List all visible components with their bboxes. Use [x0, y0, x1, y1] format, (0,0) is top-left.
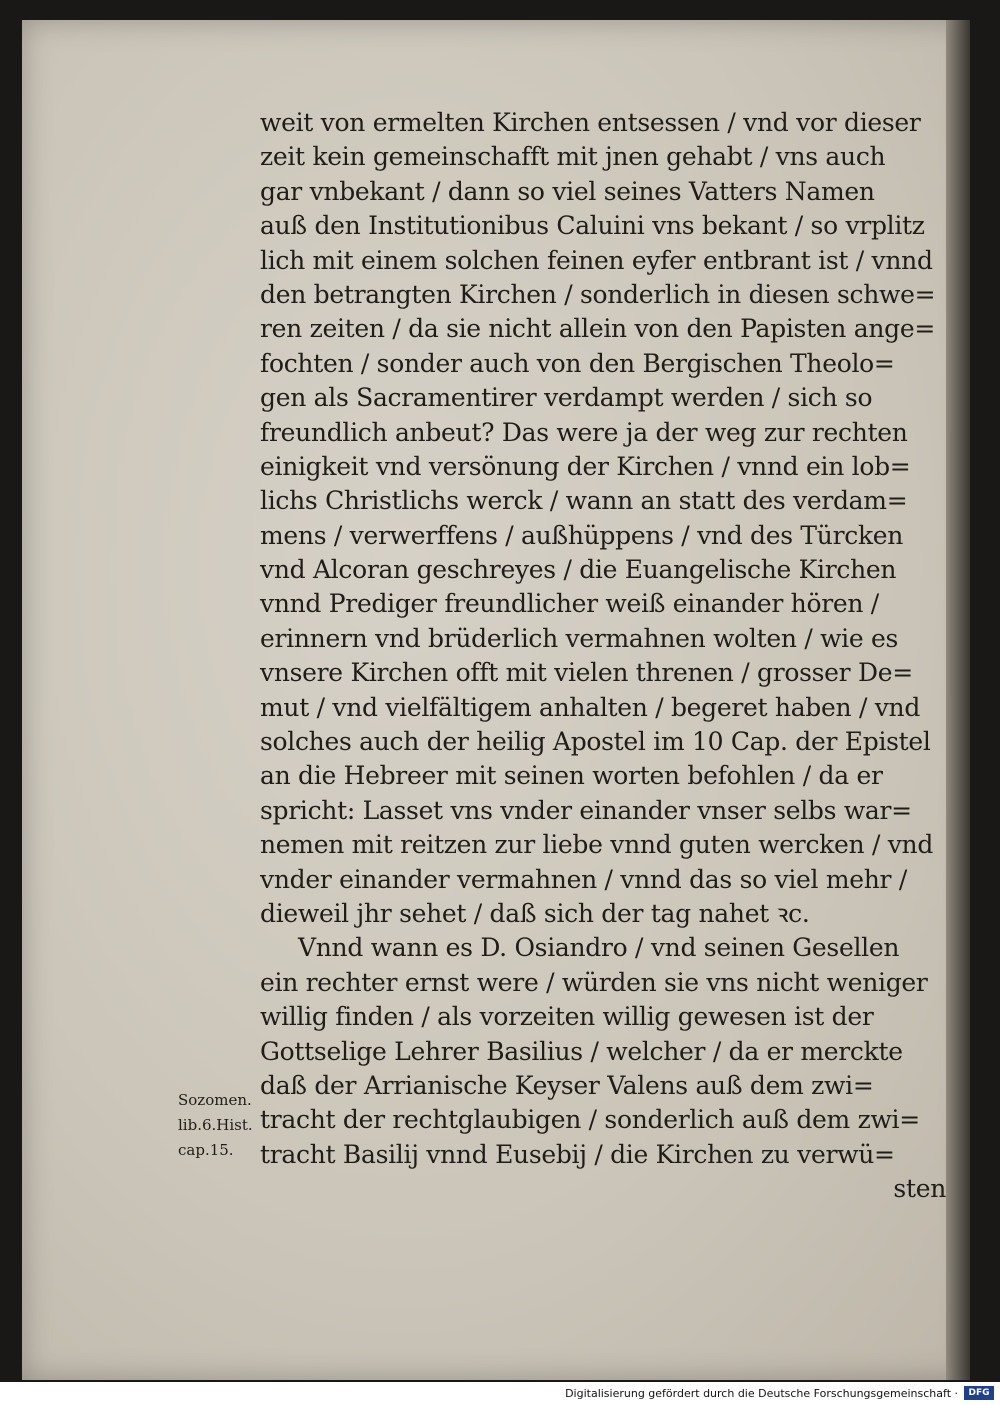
text-line: fochten / sonder auch von den Bergischen Theolo= [260, 348, 895, 378]
text-line: tracht der rechtglaubigen / sonderlich auß dem zwi= [260, 1105, 920, 1135]
text-line: gar vnbekant / dann so viel seines Vatters Namen [260, 176, 875, 206]
dfg-logo[interactable]: DFG [964, 1386, 994, 1400]
text-line: tracht Basilij vnnd Eusebij / die Kirchen zu verwü= [260, 1139, 895, 1169]
text-line: lichs Christlichs werck / wann an statt des verdam= [260, 486, 908, 516]
text-line: den betrangten Kirchen / sonderlich in diesen schwe= [260, 279, 936, 309]
text-line: an die Hebreer mit seinen worten befohlen / da er [260, 761, 883, 791]
text-line: vnnd Prediger freundlicher weiß einander hören / [260, 589, 879, 619]
margin-note-line: lib.6.Hist. [178, 1116, 253, 1134]
text-line: dieweil jhr sehet / daß sich der tag nahet ꝛc. [260, 898, 810, 928]
margin-note-line: cap.15. [178, 1141, 234, 1159]
text-line: solches auch der heilig Apostel im 10 Cap. der Epistel [260, 727, 931, 757]
text-line: gen als Sacramentirer verdampt werden / sich so [260, 383, 873, 413]
text-line: nemen mit reitzen zur liebe vnnd guten wercken / vnd [260, 830, 934, 860]
text-line: auß den Institutionibus Caluini vns bekant / so vrplitz [260, 211, 925, 241]
footer-credit: Digitalisierung gefördert durch die Deutsche Forschungsgemeinschaft · [565, 1387, 958, 1400]
text-line: mut / vnd vielfältigem anhalten / begeret haben / vnd [260, 692, 921, 722]
margin-note [178, 1088, 288, 1163]
text-line: lich mit einem solchen feinen eyfer entbrant ist / vnnd [260, 245, 933, 275]
text-line: ren zeiten / da sie nicht allein von den Papisten ange= [260, 314, 936, 344]
text-line: vnd Alcoran geschreyes / die Euangelische Kirchen [260, 555, 897, 585]
text-line: erinnern vnd brüderlich vermahnen wolten / wie es [260, 623, 899, 653]
text-line: willig finden / als vorzeiten willig gewesen ist der [260, 1002, 874, 1032]
text-line: zeit kein gemeinschafft mit jnen gehabt / vns auch [260, 142, 886, 172]
text-line: mens / verwerffens / außhüppens / vnd des Türcken [260, 520, 904, 550]
text-line: weit von ermelten Kirchen entsessen / vnd vor dieser [260, 108, 921, 137]
text-line: spricht: Lasset vns vnder einander vnser selbs war= [260, 795, 912, 825]
text-line: vnder einander vermahnen / vnnd das so viel mehr / [260, 864, 907, 894]
text-line: daß der Arrianische Keyser Valens auß dem zwi= [260, 1070, 874, 1100]
catchword: sten [893, 1174, 946, 1204]
text-line-paragraph-start: Vnnd wann es D. Osiandro / vnd seinen Gesellen [298, 933, 900, 963]
text-line: vnsere Kirchen offt mit vielen threnen / grosser De= [260, 658, 913, 688]
digitization-footer [0, 1382, 1000, 1405]
text-line: freundlich anbeut? Das were ja der weg zur rechten [260, 417, 908, 447]
text-line: ein rechter ernst were / würden sie vns nicht weniger [260, 967, 928, 997]
text-line: Gottselige Lehrer Basilius / welcher / da er merckte [260, 1036, 903, 1066]
main-text-block [260, 106, 950, 1207]
book-page [22, 20, 970, 1380]
margin-note-line: Sozomen. [178, 1091, 252, 1109]
text-line: einigkeit vnd versönung der Kirchen / vnnd ein lob= [260, 451, 911, 481]
